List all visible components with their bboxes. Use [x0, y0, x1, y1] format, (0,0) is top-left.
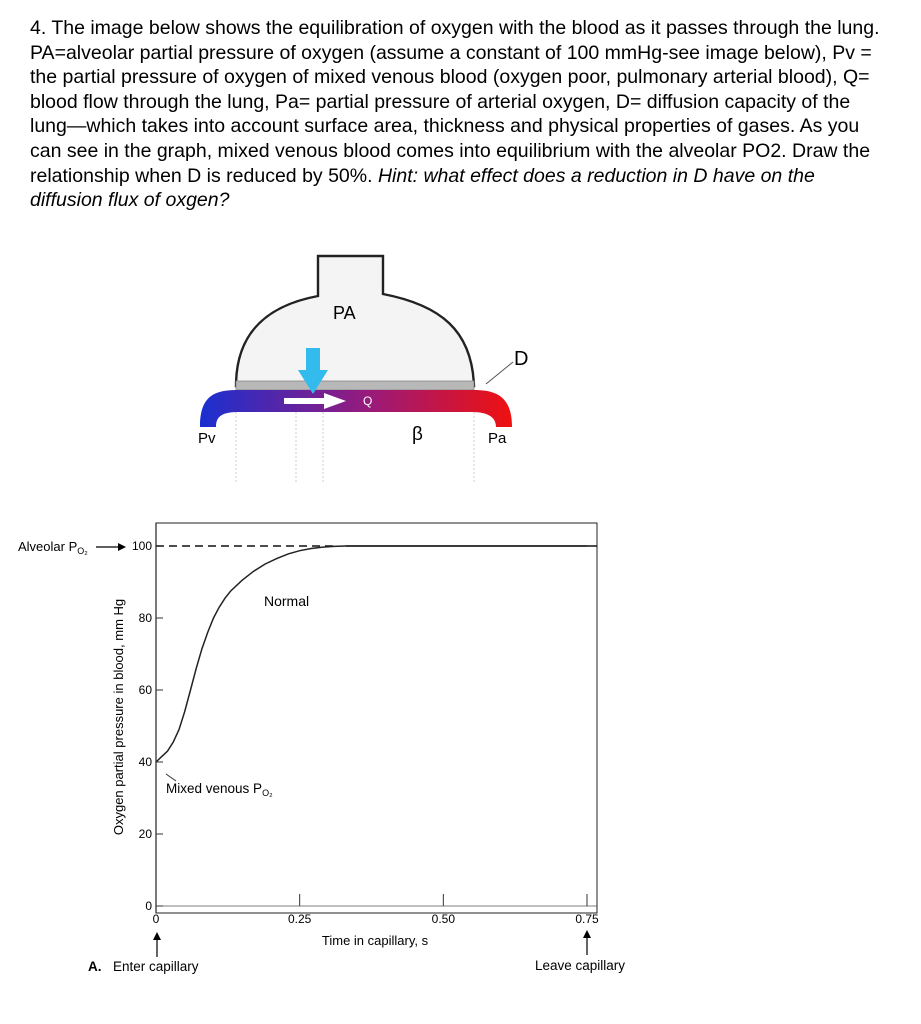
y-tick-label-60: 60: [138, 683, 152, 697]
q-label: Q: [363, 394, 373, 408]
chart: [18, 523, 625, 974]
pa-label: PA: [333, 303, 356, 323]
leave-capillary-label: Leave capillary: [534, 958, 626, 973]
enter-arrow-icon: [153, 932, 161, 957]
x-tick-label-0.25: 0.25: [287, 912, 312, 926]
question-hint: Hint: what effect does a reduction in D have on the diffusion flux of oxgen?: [30, 164, 815, 212]
x-axis-label: Time in capillary, s: [321, 933, 429, 948]
y-tick-label-0: 0: [145, 899, 152, 913]
pv-label: Pv: [198, 430, 216, 447]
panel-label: A.: [88, 959, 102, 974]
y-tick-label-20: 20: [138, 827, 152, 841]
y-tick-label-80: 80: [138, 611, 152, 625]
alveolus-diagram: [198, 256, 528, 484]
alveolar-membrane: [236, 381, 474, 390]
enter-capillary-label: Enter capillary: [113, 959, 199, 974]
guide-lines: [236, 412, 474, 484]
y-tick-label-100: 100: [131, 539, 152, 553]
leave-arrow-icon: [583, 930, 591, 955]
x-tick-label-0.75: 0.75: [575, 912, 599, 926]
alveolar-po2-label: Alveolar $P_{O_2}$: [18, 539, 88, 556]
d-label: D: [514, 348, 529, 370]
mixed-venous-label: Mixed venous $P_{O_2}$: [166, 781, 273, 798]
question-body: 4. The image below shows the equilibration of oxygen with the blood as it passes through the lung. PA=alveolar partial pressure of oxygen (assume a constant of 100 mmHg-see image below), Pv = the partial pressure of oxygen of mixed venous blood (oxygen poor, pulmonary arterial blood), Q= blood flow through the lung, Pa= partial pressure of arterial oxygen, D= diffusion capacity of the lung—which takes into account surface area, thickness and physical properties of gases. As you can see in the graph, mixed venous blood comes into equilibrium with the alveolar PO2. Draw the relationship when D is reduced by 50%.: [30, 17, 880, 187]
d-pointer: [486, 362, 513, 384]
capillary-vessel: [200, 390, 512, 427]
y-axis-label: Oxygen partial pressure in blood, mm Hg: [111, 598, 126, 836]
y-tick-label-40: 40: [138, 755, 152, 769]
x-tick-label-0: 0: [152, 912, 160, 926]
x-tick-label-0.50: 0.50: [431, 912, 456, 926]
pa-arterial-label: Pa: [488, 430, 507, 447]
beta-label: β: [412, 424, 423, 445]
plot-frame: [156, 523, 597, 913]
alveolar-arrow-icon: [96, 543, 126, 551]
normal-label: Normal: [264, 593, 310, 609]
